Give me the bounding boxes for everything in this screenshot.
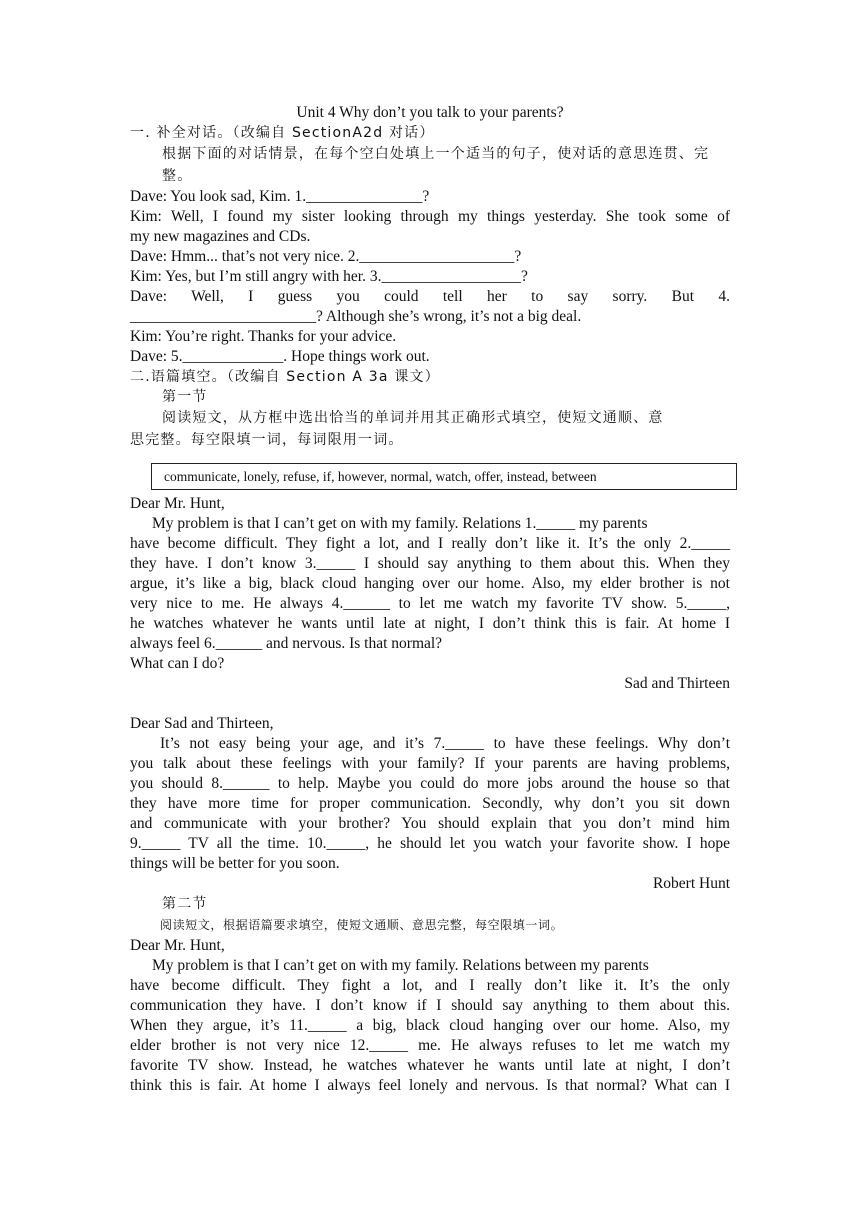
letter3-line: favorite TV show. Instead, he watches whatever he wants until late at night, I don’t [130,1057,730,1074]
dialogue-line: ________________________? Although she’s wrong, it’s not a big deal. [130,308,582,325]
dialogue-line: Kim: Yes, but I’m still angry with her. 3.__________________? [130,268,528,285]
worksheet-title: Unit 4 Why don’t you talk to your parents? [296,104,564,121]
letter1-line: very nice to me. He always 4.______ to let me watch my favorite TV show. 5._____, [130,595,730,612]
dialogue-line: my new magazines and CDs. [130,228,311,245]
letter1-line: argue, it’s like a big, black cloud hanging over our home. Also, my elder brother is not [130,575,730,592]
part1-instruction: 阅读短文，从方框中选出恰当的单词并用其正确形式填空，使短文通顺、意 [162,410,664,426]
letter3-line: elder brother is not very nice 12._____ me. He always refuses to let me watch my [130,1037,730,1054]
part2-instruction: 阅读短文，根据语篇要求填空，使短文通顺、意思完整，每空限填一词。 [160,918,564,932]
letter2-line: things will be better for you soon. [130,855,340,872]
letter3-line: My problem is that I can’t get on with my family. Relations between my parents [152,957,649,974]
letter3-line: have become difficult. They fight a lot, and I really don’t like it. It’s the only [130,977,730,994]
letter1-line: they have. I don’t know 3._____ I should say anything to them about this. When they [130,555,730,572]
letter1-line: My problem is that I can’t get on with my family. Relations 1._____ my parents [152,515,648,532]
letter3-line: think this is fair. At home I always feel lonely and nervous. Is that normal? What can I [130,1077,730,1094]
letter1-greeting: Dear Mr. Hunt, [130,495,225,512]
letter2-line: and communicate with your brother? You should explain that you don’t mind him [130,815,730,832]
dialogue-line: Dave: Hmm... that’s not very nice. 2.____________________? [130,248,522,265]
dialogue-line: Dave: You look sad, Kim. 1._______________? [130,188,430,205]
letter1-signature: Sad and Thirteen [624,675,730,692]
dialogue-line: Kim: You’re right. Thanks for your advice. [130,328,397,345]
part1-label: 第一节 [162,389,208,405]
section2-heading: 二.语篇填空。（改编自 Section A 3a 课文） [130,369,440,385]
dialogue-line: Dave: Well, I guess you could tell her to say sorry. But 4. [130,288,730,305]
letter1-line: What can I do? [130,655,225,672]
letter2-greeting: Dear Sad and Thirteen, [130,715,274,732]
letter2-line: you talk about these feelings with your family? If your parents are having problems, [130,755,730,772]
letter1-line: have become difficult. They fight a lot, and I really don’t like it. It’s the only 2._____ [130,535,730,552]
section1-heading: 一. 补全对话。（改编自 SectionA2d 对话） [130,125,435,141]
letter3-greeting: Dear Mr. Hunt, [130,937,225,954]
worksheet [130,103,730,1096]
letter2-signature: Robert Hunt [652,875,730,892]
dialogue-line: Dave: 5._____________. Hope things work out. [130,348,430,365]
letter1-line: he watches whatever he wants until late at night, I don’t think this is fair. At home I [130,615,730,632]
letter2-line: It’s not easy being your age, and it’s 7._____ to have these feelings. Why don’t [160,735,730,752]
part2-label: 第二节 [162,896,208,912]
word-bank-box: communicate, lonely, refuse, if, however, normal, watch, offer, instead, between [151,463,737,490]
part1-instruction: 思完整。每空限填一词，每词限用一词。 [130,432,404,448]
letter2-line: you should 8.______ to help. Maybe you could do more jobs around the house so that [130,775,730,792]
letter1-line: always feel 6.______ and nervous. Is that normal? [130,635,443,652]
letter2-line: 9._____ TV all the time. 10._____, he should let you watch your favorite show. I hope [130,835,730,852]
letter2-line: they have more time for proper communication. Secondly, why don’t you sit down [130,795,730,812]
letter3-line: communication they have. I don’t know if I should say anything to them about this. [130,997,730,1014]
section1-instruction: 根据下面的对话情景，在每个空白处填上一个适当的句子，使对话的意思连贯、完整。 [162,146,710,184]
letter3-line: When they argue, it’s 11._____ a big, black cloud hanging over our home. Also, my [130,1017,730,1034]
dialogue-line: Kim: Well, I found my sister looking through my things yesterday. She took some of [130,208,730,225]
